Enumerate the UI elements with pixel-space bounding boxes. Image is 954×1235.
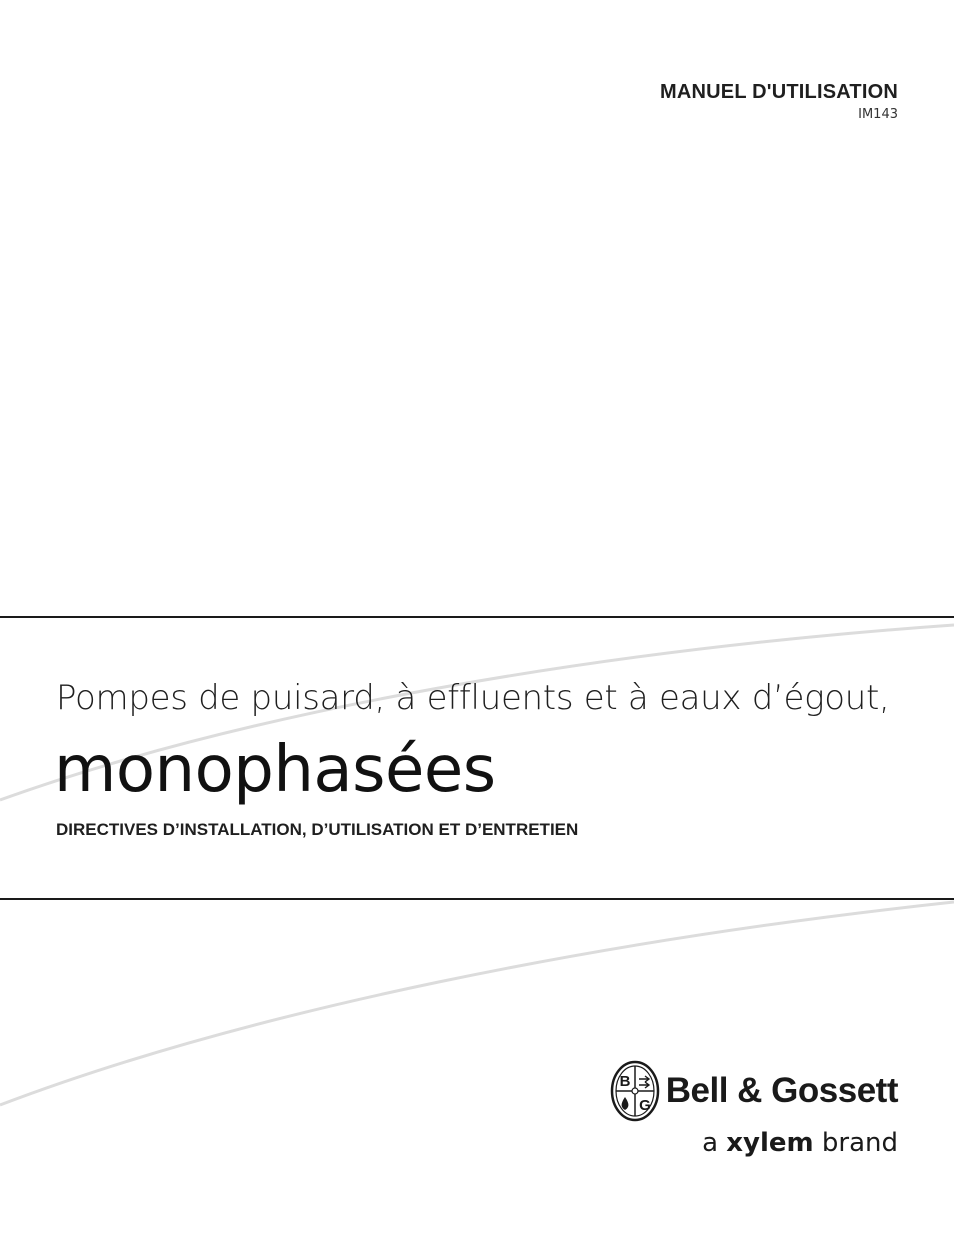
- brand-block: [610, 1060, 898, 1158]
- manual-label: MANUEL D'UTILISATION: [659, 81, 898, 103]
- document-title: monophasées: [54, 733, 496, 807]
- logo-letter-g: G: [638, 1097, 651, 1114]
- directives-heading: DIRECTIVES D’INSTALLATION, D’UTILISATION ET D’ENTRETIEN: [56, 820, 579, 839]
- document-code: IM143: [858, 107, 898, 122]
- tagline-suffix: brand: [821, 1128, 898, 1158]
- document-subtitle: Pompes de puisard, à effluents et à eaux d’égout,: [56, 678, 890, 718]
- tagline-prefix: a: [702, 1128, 718, 1158]
- brand-tagline: [610, 1128, 898, 1158]
- brand-name: Bell & Gossett: [665, 1071, 898, 1110]
- top-divider: [0, 616, 954, 618]
- bell-gossett-logo-icon: [610, 1060, 660, 1122]
- logo-letter-b: B: [619, 1073, 631, 1090]
- tagline-xylem: xylem: [726, 1128, 814, 1158]
- bottom-divider: [0, 898, 954, 900]
- brand-row: [610, 1060, 898, 1122]
- header-block: [660, 80, 898, 124]
